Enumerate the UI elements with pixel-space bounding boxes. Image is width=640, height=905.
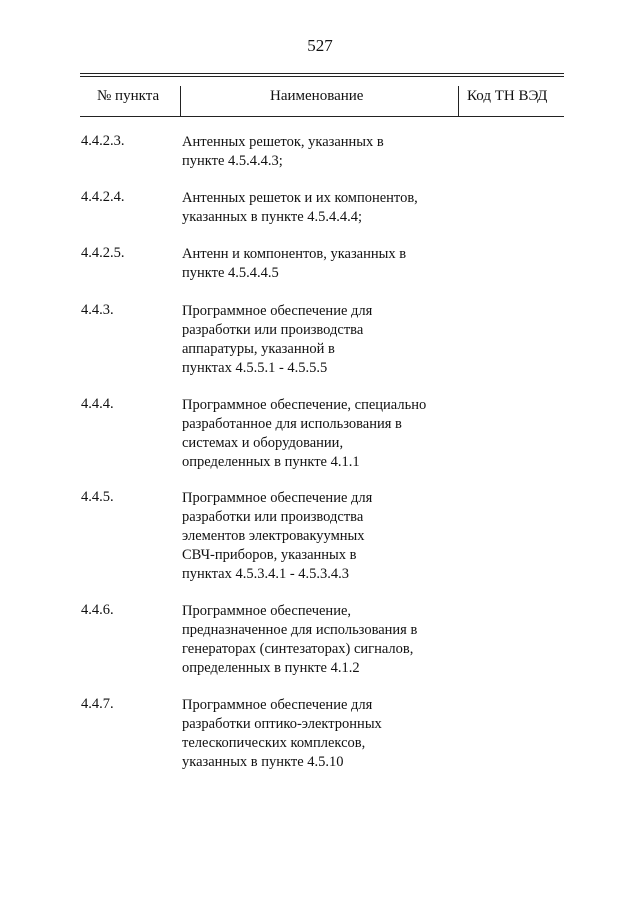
- row-name-line: указанных в пункте 4.5.10: [182, 754, 344, 770]
- row-name: [182, 245, 406, 283]
- row-name-line: Программное обеспечение,: [182, 603, 352, 619]
- row-number: 4.4.3.: [81, 302, 114, 318]
- header-code: Код ТН ВЭД: [467, 88, 548, 104]
- table-top-rule: [80, 73, 564, 74]
- row-number: 4.4.4.: [81, 396, 114, 412]
- row-name-line: пунктах 4.5.3.4.1 - 4.5.3.4.3: [182, 566, 350, 582]
- row-name: [182, 489, 372, 584]
- table-header-bottom-rule: [80, 116, 564, 117]
- row-name-line: разработки оптико-электронных: [182, 716, 382, 732]
- row-name-line: разработки или производства: [182, 509, 364, 525]
- row-name: [182, 133, 384, 171]
- row-name-line: Программное обеспечение, специально: [182, 397, 427, 413]
- row-name-line: Антенных решеток и их компонентов,: [182, 190, 418, 206]
- row-name-line: Программное обеспечение для: [182, 697, 373, 713]
- header-name: Наименование: [270, 88, 364, 104]
- row-name-line: определенных в пункте 4.1.1: [182, 454, 360, 470]
- row-number: 4.4.2.5.: [81, 245, 125, 261]
- row-name: [182, 602, 417, 678]
- row-name-line: генераторах (синтезаторах) сигналов,: [182, 641, 414, 657]
- row-name-line: системах и оборудовании,: [182, 435, 344, 451]
- row-name-line: пунктах 4.5.5.1 - 4.5.5.5: [182, 360, 328, 376]
- row-name-line: СВЧ-приборов, указанных в: [182, 547, 357, 563]
- row-name-line: предназначенное для использования в: [182, 622, 418, 638]
- row-name-line: телескопических комплексов,: [182, 735, 366, 751]
- header-divider-left: [180, 86, 181, 116]
- row-number: 4.4.5.: [81, 489, 114, 505]
- page-number: 527: [307, 36, 333, 55]
- row-name-line: Антенных решеток, указанных в: [182, 134, 384, 150]
- header-number: № пункта: [97, 88, 160, 104]
- row-name-line: определенных в пункте 4.1.2: [182, 660, 360, 676]
- row-name: [182, 396, 426, 472]
- row-name-line: разработанное для использования в: [182, 416, 402, 432]
- row-name: [182, 189, 418, 227]
- row-name-line: пункте 4.5.4.4.5: [182, 265, 279, 281]
- row-name-line: Программное обеспечение для: [182, 303, 373, 319]
- row-name-line: разработки или производства: [182, 322, 364, 338]
- row-number: 4.4.2.3.: [81, 133, 125, 149]
- row-name-line: Антенн и компонентов, указанных в: [182, 246, 407, 262]
- row-name-line: аппаратуры, указанной в: [182, 341, 335, 357]
- table-top-rule-inner: [80, 76, 564, 77]
- row-name-line: пункте 4.5.4.4.3;: [182, 153, 283, 169]
- header-divider-right: [458, 86, 459, 116]
- row-name-line: указанных в пункте 4.5.4.4.4;: [182, 209, 363, 225]
- row-name: [182, 302, 372, 378]
- row-name: [182, 696, 382, 772]
- row-number: 4.4.2.4.: [81, 189, 125, 205]
- row-name-line: Программное обеспечение для: [182, 490, 373, 506]
- row-number: 4.4.6.: [81, 602, 114, 618]
- row-number: 4.4.7.: [81, 696, 114, 712]
- row-name-line: элементов электровакуумных: [182, 528, 365, 544]
